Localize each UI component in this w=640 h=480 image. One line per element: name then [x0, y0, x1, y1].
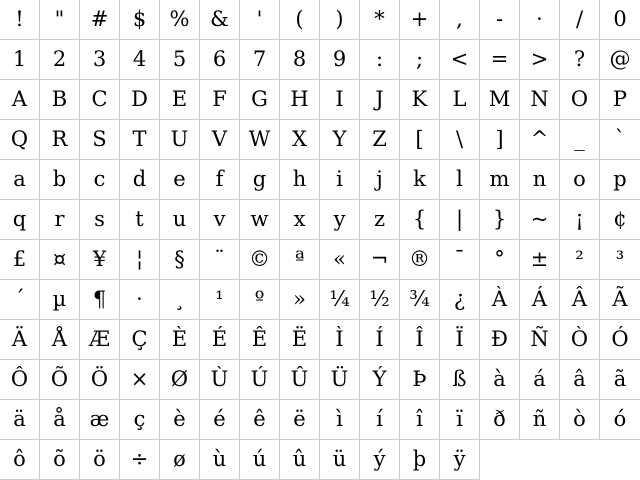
glyph-cell: X [280, 120, 320, 160]
glyph-cell: 9 [320, 40, 360, 80]
glyph-cell: 4 [120, 40, 160, 80]
glyph-cell: · [120, 280, 160, 320]
glyph-cell: S [80, 120, 120, 160]
glyph-cell: n [520, 160, 560, 200]
glyph-cell: O [560, 80, 600, 120]
glyph-cell: æ [80, 400, 120, 440]
glyph-cell: i [320, 160, 360, 200]
glyph-cell: d [120, 160, 160, 200]
glyph-cell: v [200, 200, 240, 240]
glyph-cell: c [80, 160, 120, 200]
glyph-cell: ª [280, 240, 320, 280]
glyph-cell: ê [240, 400, 280, 440]
glyph-cell: Ç [120, 320, 160, 360]
glyph-cell: _ [560, 120, 600, 160]
glyph-cell: é [200, 400, 240, 440]
glyph-cell: = [480, 40, 520, 80]
glyph-cell: ø [160, 440, 200, 480]
glyph-cell: \ [440, 120, 480, 160]
glyph-cell: B [40, 80, 80, 120]
glyph-cell: 2 [40, 40, 80, 80]
glyph-cell: « [320, 240, 360, 280]
glyph-cell: H [280, 80, 320, 120]
glyph-cell: » [280, 280, 320, 320]
glyph-cell: k [400, 160, 440, 200]
glyph-cell: ` [600, 120, 640, 160]
glyph-cell: ë [280, 400, 320, 440]
glyph-cell: * [360, 0, 400, 40]
glyph-cell: ¢ [600, 200, 640, 240]
glyph-cell: í [360, 400, 400, 440]
glyph-cell: Ä [0, 320, 40, 360]
glyph-cell: ¦ [120, 240, 160, 280]
glyph-cell: Ì [320, 320, 360, 360]
glyph-cell: ù [200, 440, 240, 480]
glyph-cell [600, 440, 640, 480]
glyph-cell: ¯ [440, 240, 480, 280]
glyph-cell: ' [240, 0, 280, 40]
glyph-cell: Ü [320, 360, 360, 400]
glyph-cell: " [40, 0, 80, 40]
glyph-cell: ´ [0, 280, 40, 320]
glyph-cell: T [120, 120, 160, 160]
glyph-cell: q [0, 200, 40, 240]
glyph-cell: Ë [280, 320, 320, 360]
glyph-cell: p [600, 160, 640, 200]
glyph-cell: º [240, 280, 280, 320]
glyph-cell: o [560, 160, 600, 200]
glyph-cell: ? [560, 40, 600, 80]
glyph-cell: Â [560, 280, 600, 320]
glyph-cell: a [0, 160, 40, 200]
glyph-cell: ; [400, 40, 440, 80]
glyph-cell: : [360, 40, 400, 80]
glyph-cell: ß [440, 360, 480, 400]
glyph-cell: | [440, 200, 480, 240]
glyph-cell: ì [320, 400, 360, 440]
glyph-cell: 8 [280, 40, 320, 80]
glyph-cell: ï [440, 400, 480, 440]
glyph-cell: 0 [600, 0, 640, 40]
glyph-cell: Á [520, 280, 560, 320]
glyph-cell: Ê [240, 320, 280, 360]
glyph-cell: V [200, 120, 240, 160]
glyph-cell: ^ [520, 120, 560, 160]
glyph-cell: R [40, 120, 80, 160]
glyph-cell: N [520, 80, 560, 120]
glyph-cell: ð [480, 400, 520, 440]
glyph-cell: J [360, 80, 400, 120]
glyph-cell: ) [320, 0, 360, 40]
glyph-cell: Ø [160, 360, 200, 400]
glyph-cell: Ú [240, 360, 280, 400]
glyph-cell: £ [0, 240, 40, 280]
glyph-cell: F [200, 80, 240, 120]
glyph-cell: K [400, 80, 440, 120]
glyph-cell [480, 440, 520, 480]
glyph-cell: Û [280, 360, 320, 400]
glyph-cell: Æ [80, 320, 120, 360]
glyph-cell: ¡ [560, 200, 600, 240]
glyph-cell: 7 [240, 40, 280, 80]
glyph-cell: ² [560, 240, 600, 280]
glyph-cell: ¥ [80, 240, 120, 280]
glyph-cell: À [480, 280, 520, 320]
glyph-cell: z [360, 200, 400, 240]
glyph-cell: Ó [600, 320, 640, 360]
glyph-cell: ñ [520, 400, 560, 440]
glyph-cell: ã [600, 360, 640, 400]
glyph-cell: Ð [480, 320, 520, 360]
glyph-cell: - [480, 0, 520, 40]
glyph-cell: b [40, 160, 80, 200]
glyph-cell: x [280, 200, 320, 240]
glyph-cell: Í [360, 320, 400, 360]
glyph-cell: Ï [440, 320, 480, 360]
glyph-cell: à [480, 360, 520, 400]
glyph-cell [560, 440, 600, 480]
glyph-cell: ± [520, 240, 560, 280]
glyph-cell: 1 [0, 40, 40, 80]
glyph-cell: ¬ [360, 240, 400, 280]
glyph-cell: L [440, 80, 480, 120]
glyph-cell: f [200, 160, 240, 200]
glyph-cell: ® [400, 240, 440, 280]
glyph-cell: ó [600, 400, 640, 440]
glyph-cell: [ [400, 120, 440, 160]
glyph-cell: / [560, 0, 600, 40]
glyph-cell: < [440, 40, 480, 80]
glyph-cell: ö [80, 440, 120, 480]
glyph-cell: Ö [80, 360, 120, 400]
glyph-cell: ¾ [400, 280, 440, 320]
glyph-cell: Ù [200, 360, 240, 400]
glyph-cell: h [280, 160, 320, 200]
glyph-cell: Ñ [520, 320, 560, 360]
glyph-cell: # [80, 0, 120, 40]
glyph-cell: P [600, 80, 640, 120]
glyph-cell: E [160, 80, 200, 120]
glyph-cell: g [240, 160, 280, 200]
glyph-cell: w [240, 200, 280, 240]
glyph-cell: D [120, 80, 160, 120]
glyph-cell: ä [0, 400, 40, 440]
glyph-cell: G [240, 80, 280, 120]
glyph-cell: A [0, 80, 40, 120]
glyph-cell: U [160, 120, 200, 160]
glyph-cell: è [160, 400, 200, 440]
glyph-cell: @ [600, 40, 640, 80]
glyph-cell: Þ [400, 360, 440, 400]
glyph-cell: â [560, 360, 600, 400]
glyph-cell: + [400, 0, 440, 40]
glyph-cell: y [320, 200, 360, 240]
glyph-cell: á [520, 360, 560, 400]
glyph-cell: ç [120, 400, 160, 440]
glyph-cell: ¼ [320, 280, 360, 320]
glyph-cell: ¶ [80, 280, 120, 320]
glyph-cell: ] [480, 120, 520, 160]
glyph-cell: , [440, 0, 480, 40]
glyph-cell: M [480, 80, 520, 120]
glyph-cell: C [80, 80, 120, 120]
glyph-cell: Ò [560, 320, 600, 360]
glyph-cell: 6 [200, 40, 240, 80]
glyph-cell: m [480, 160, 520, 200]
glyph-cell: $ [120, 0, 160, 40]
glyph-cell: å [40, 400, 80, 440]
glyph-cell: & [200, 0, 240, 40]
glyph-cell: û [280, 440, 320, 480]
glyph-cell: > [520, 40, 560, 80]
glyph-cell: ú [240, 440, 280, 480]
glyph-cell: u [160, 200, 200, 240]
glyph-cell: ý [360, 440, 400, 480]
glyph-cell: Ã [600, 280, 640, 320]
glyph-cell: µ [40, 280, 80, 320]
glyph-cell: { [400, 200, 440, 240]
glyph-cell: ò [560, 400, 600, 440]
glyph-cell: Å [40, 320, 80, 360]
glyph-cell: ° [480, 240, 520, 280]
glyph-cell: ¨ [200, 240, 240, 280]
glyph-cell: 5 [160, 40, 200, 80]
glyph-cell: s [80, 200, 120, 240]
glyph-cell: ü [320, 440, 360, 480]
glyph-cell: ¿ [440, 280, 480, 320]
glyph-cell: ¤ [40, 240, 80, 280]
glyph-cell: ( [280, 0, 320, 40]
glyph-cell: ÷ [120, 440, 160, 480]
glyph-cell: § [160, 240, 200, 280]
glyph-cell: e [160, 160, 200, 200]
glyph-cell: ÿ [440, 440, 480, 480]
glyph-cell: ô [0, 440, 40, 480]
glyph-cell: % [160, 0, 200, 40]
glyph-cell: t [120, 200, 160, 240]
glyph-cell: þ [400, 440, 440, 480]
glyph-cell: õ [40, 440, 80, 480]
glyph-cell: É [200, 320, 240, 360]
glyph-cell [520, 440, 560, 480]
glyph-cell: Ô [0, 360, 40, 400]
glyph-cell: 3 [80, 40, 120, 80]
glyph-cell: Õ [40, 360, 80, 400]
glyph-cell: Ý [360, 360, 400, 400]
glyph-cell: ~ [520, 200, 560, 240]
glyph-cell: j [360, 160, 400, 200]
glyph-cell: ! [0, 0, 40, 40]
glyph-cell: × [120, 360, 160, 400]
glyph-cell: î [400, 400, 440, 440]
glyph-cell: È [160, 320, 200, 360]
glyph-cell: ¸ [160, 280, 200, 320]
glyph-cell: I [320, 80, 360, 120]
glyph-cell: © [240, 240, 280, 280]
glyph-cell: W [240, 120, 280, 160]
glyph-cell: } [480, 200, 520, 240]
glyph-cell: l [440, 160, 480, 200]
glyph-cell: ³ [600, 240, 640, 280]
glyph-cell: ¹ [200, 280, 240, 320]
glyph-cell: Q [0, 120, 40, 160]
glyph-cell: · [520, 0, 560, 40]
glyph-cell: Y [320, 120, 360, 160]
glyph-cell: r [40, 200, 80, 240]
glyph-cell: Z [360, 120, 400, 160]
glyph-cell: ½ [360, 280, 400, 320]
glyph-cell: Î [400, 320, 440, 360]
